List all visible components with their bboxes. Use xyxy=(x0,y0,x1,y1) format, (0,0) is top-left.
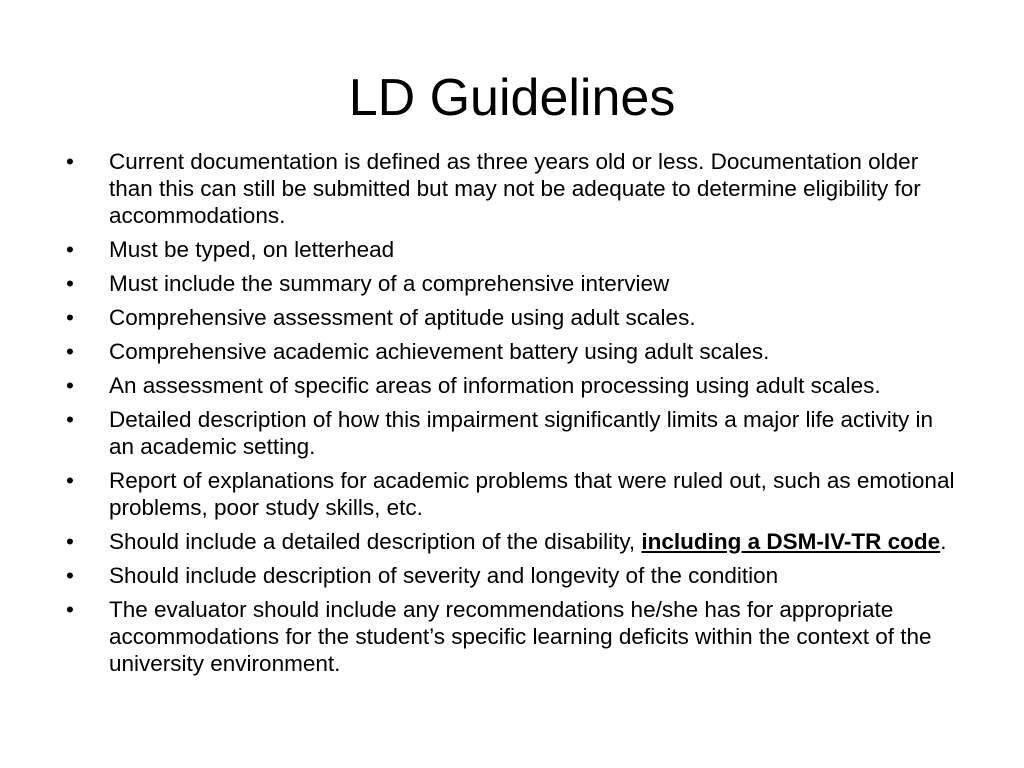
list-item xyxy=(66,467,956,521)
bullet-text: Should include description of severity and longevity of the condition xyxy=(109,563,779,588)
bullet-text xyxy=(109,529,946,554)
list-item xyxy=(66,596,956,677)
bullet-text: An assessment of specific areas of information processing using adult scales. xyxy=(109,373,881,398)
bullet-icon: • xyxy=(66,149,74,174)
list-item xyxy=(66,528,956,555)
bullet-icon: • xyxy=(66,339,74,364)
bullet-list xyxy=(66,148,956,684)
bullet-text: Comprehensive academic achievement battery using adult scales. xyxy=(109,339,770,364)
bullet-icon: • xyxy=(66,529,74,554)
bullet-icon: • xyxy=(66,468,74,493)
bullet-text: Current documentation is defined as three years old or less. Documentation older than this can still be submitted but may not be adequate to determine eligibility for accommodations. xyxy=(109,149,921,228)
bullet-icon: • xyxy=(66,407,74,432)
slide-title: LD Guidelines xyxy=(348,69,676,127)
list-item xyxy=(66,406,956,460)
list-item xyxy=(66,562,956,589)
bullet-text: Detailed description of how this impairment significantly limits a major life activity in an academic setting. xyxy=(109,407,934,459)
bullet-icon: • xyxy=(66,597,74,622)
list-item xyxy=(66,304,956,331)
dsm-code-emphasis: including a DSM-IV-TR code xyxy=(641,529,941,554)
list-item xyxy=(66,236,956,263)
bullet-text: Must be typed, on letterhead xyxy=(109,237,395,262)
list-item xyxy=(66,338,956,365)
bullet-text-before: Should include a detailed description of the disability, xyxy=(109,529,642,554)
bullet-text: Comprehensive assessment of aptitude using adult scales. xyxy=(109,305,696,330)
list-item xyxy=(66,372,956,399)
bullet-icon: • xyxy=(66,563,74,588)
bullet-icon: • xyxy=(66,305,74,330)
bullet-text: Report of explanations for academic problems that were ruled out, such as emotional problems, poor study skills, etc. xyxy=(109,468,955,520)
list-item xyxy=(66,148,956,229)
bullet-text: The evaluator should include any recommendations he/she has for appropriate accommodations for the student’s specific learning deficits within the context of the university environment. xyxy=(109,597,932,676)
list-item xyxy=(66,270,956,297)
bullet-icon: • xyxy=(66,373,74,398)
bullet-icon: • xyxy=(66,271,74,296)
bullet-text: Must include the summary of a comprehensive interview xyxy=(109,271,670,296)
bullet-icon: • xyxy=(66,237,74,262)
bullet-text-after: . xyxy=(940,529,947,554)
